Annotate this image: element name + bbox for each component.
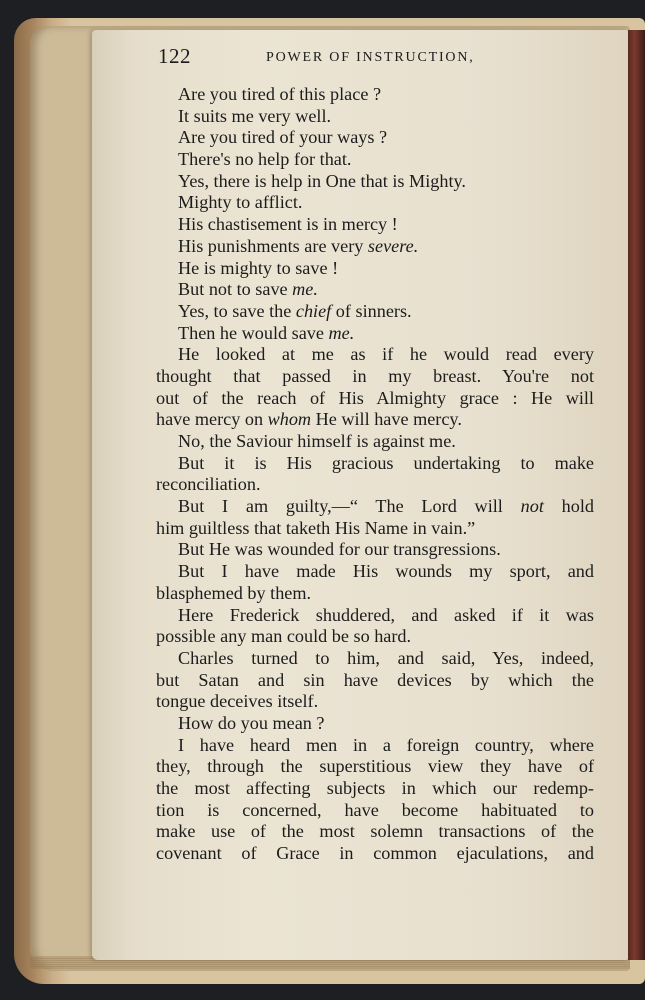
text-line: But He was wounded for our transgressions.: [178, 539, 501, 560]
text-line: His chastisement is in mercy !: [178, 214, 398, 235]
text-line: tongue deceives itself.: [156, 691, 319, 712]
text-line: But not to save me.: [178, 279, 318, 300]
text-line: him guiltless that taketh His Name in vain.”: [156, 517, 476, 538]
text-line: make use of the most solemn transactions of the: [156, 821, 594, 842]
text-line: the most affecting subjects in which our redemp-: [156, 778, 594, 798]
text-line: No, the Saviour himself is against me.: [178, 431, 456, 451]
text-line: His punishments are very severe.: [178, 235, 419, 256]
text-line: Here Frederick shuddered, and asked if it was: [178, 604, 594, 625]
page-edge-line: [30, 966, 630, 969]
text-line: they, through the superstitious view they have of: [156, 756, 594, 777]
text-line: But I have made His wounds my sport, and: [178, 561, 594, 582]
text-line: It suits me very well.: [178, 105, 332, 126]
running-head: [158, 40, 588, 70]
text-line: But I am guilty,—“ The Lord will not hold: [178, 496, 594, 517]
text-line: have mercy on whom He will have mercy.: [156, 409, 462, 430]
running-title: POWER OF INSTRUCTION,: [266, 50, 475, 65]
text-line: Are you tired of your ways ?: [178, 127, 388, 148]
text-line: There's no help for that.: [178, 149, 352, 170]
text-line: possible any man could be so hard.: [156, 626, 412, 647]
text-line: reconciliation.: [156, 474, 261, 495]
text-line: I have heard men in a foreign country, where: [178, 734, 594, 755]
text-line: but Satan and sin have devices by which the: [156, 669, 594, 690]
text-line: tion is concerned, have become habituated to: [156, 799, 594, 820]
page-number: 122: [158, 44, 191, 68]
text-line: Mighty to afflict.: [178, 192, 303, 213]
text-line: Yes, to save the chief of sinners.: [178, 300, 412, 321]
text-line: out of the reach of His Almighty grace : He will: [156, 387, 594, 408]
text-line: covenant of Grace in common ejaculations, and: [156, 843, 594, 864]
facing-page-edge: [628, 30, 645, 960]
text-line: Are you tired of this place ?: [178, 84, 382, 104]
page-text: [156, 84, 594, 865]
text-line: thought that passed in my breast. You're not: [156, 365, 594, 386]
text-line: blasphemed by them.: [156, 582, 312, 603]
text-line: How do you mean ?: [178, 712, 325, 733]
text-line: Then he would save me.: [178, 322, 355, 343]
text-line: He is mighty to save !: [178, 257, 339, 278]
text-line: Charles turned to him, and said, Yes, indeed,: [178, 647, 594, 668]
text-line: He looked at me as if he would read every: [178, 344, 594, 365]
text-line: But it is His gracious undertaking to make: [178, 452, 594, 473]
text-line: Yes, there is help in One that is Mighty.: [178, 170, 466, 191]
